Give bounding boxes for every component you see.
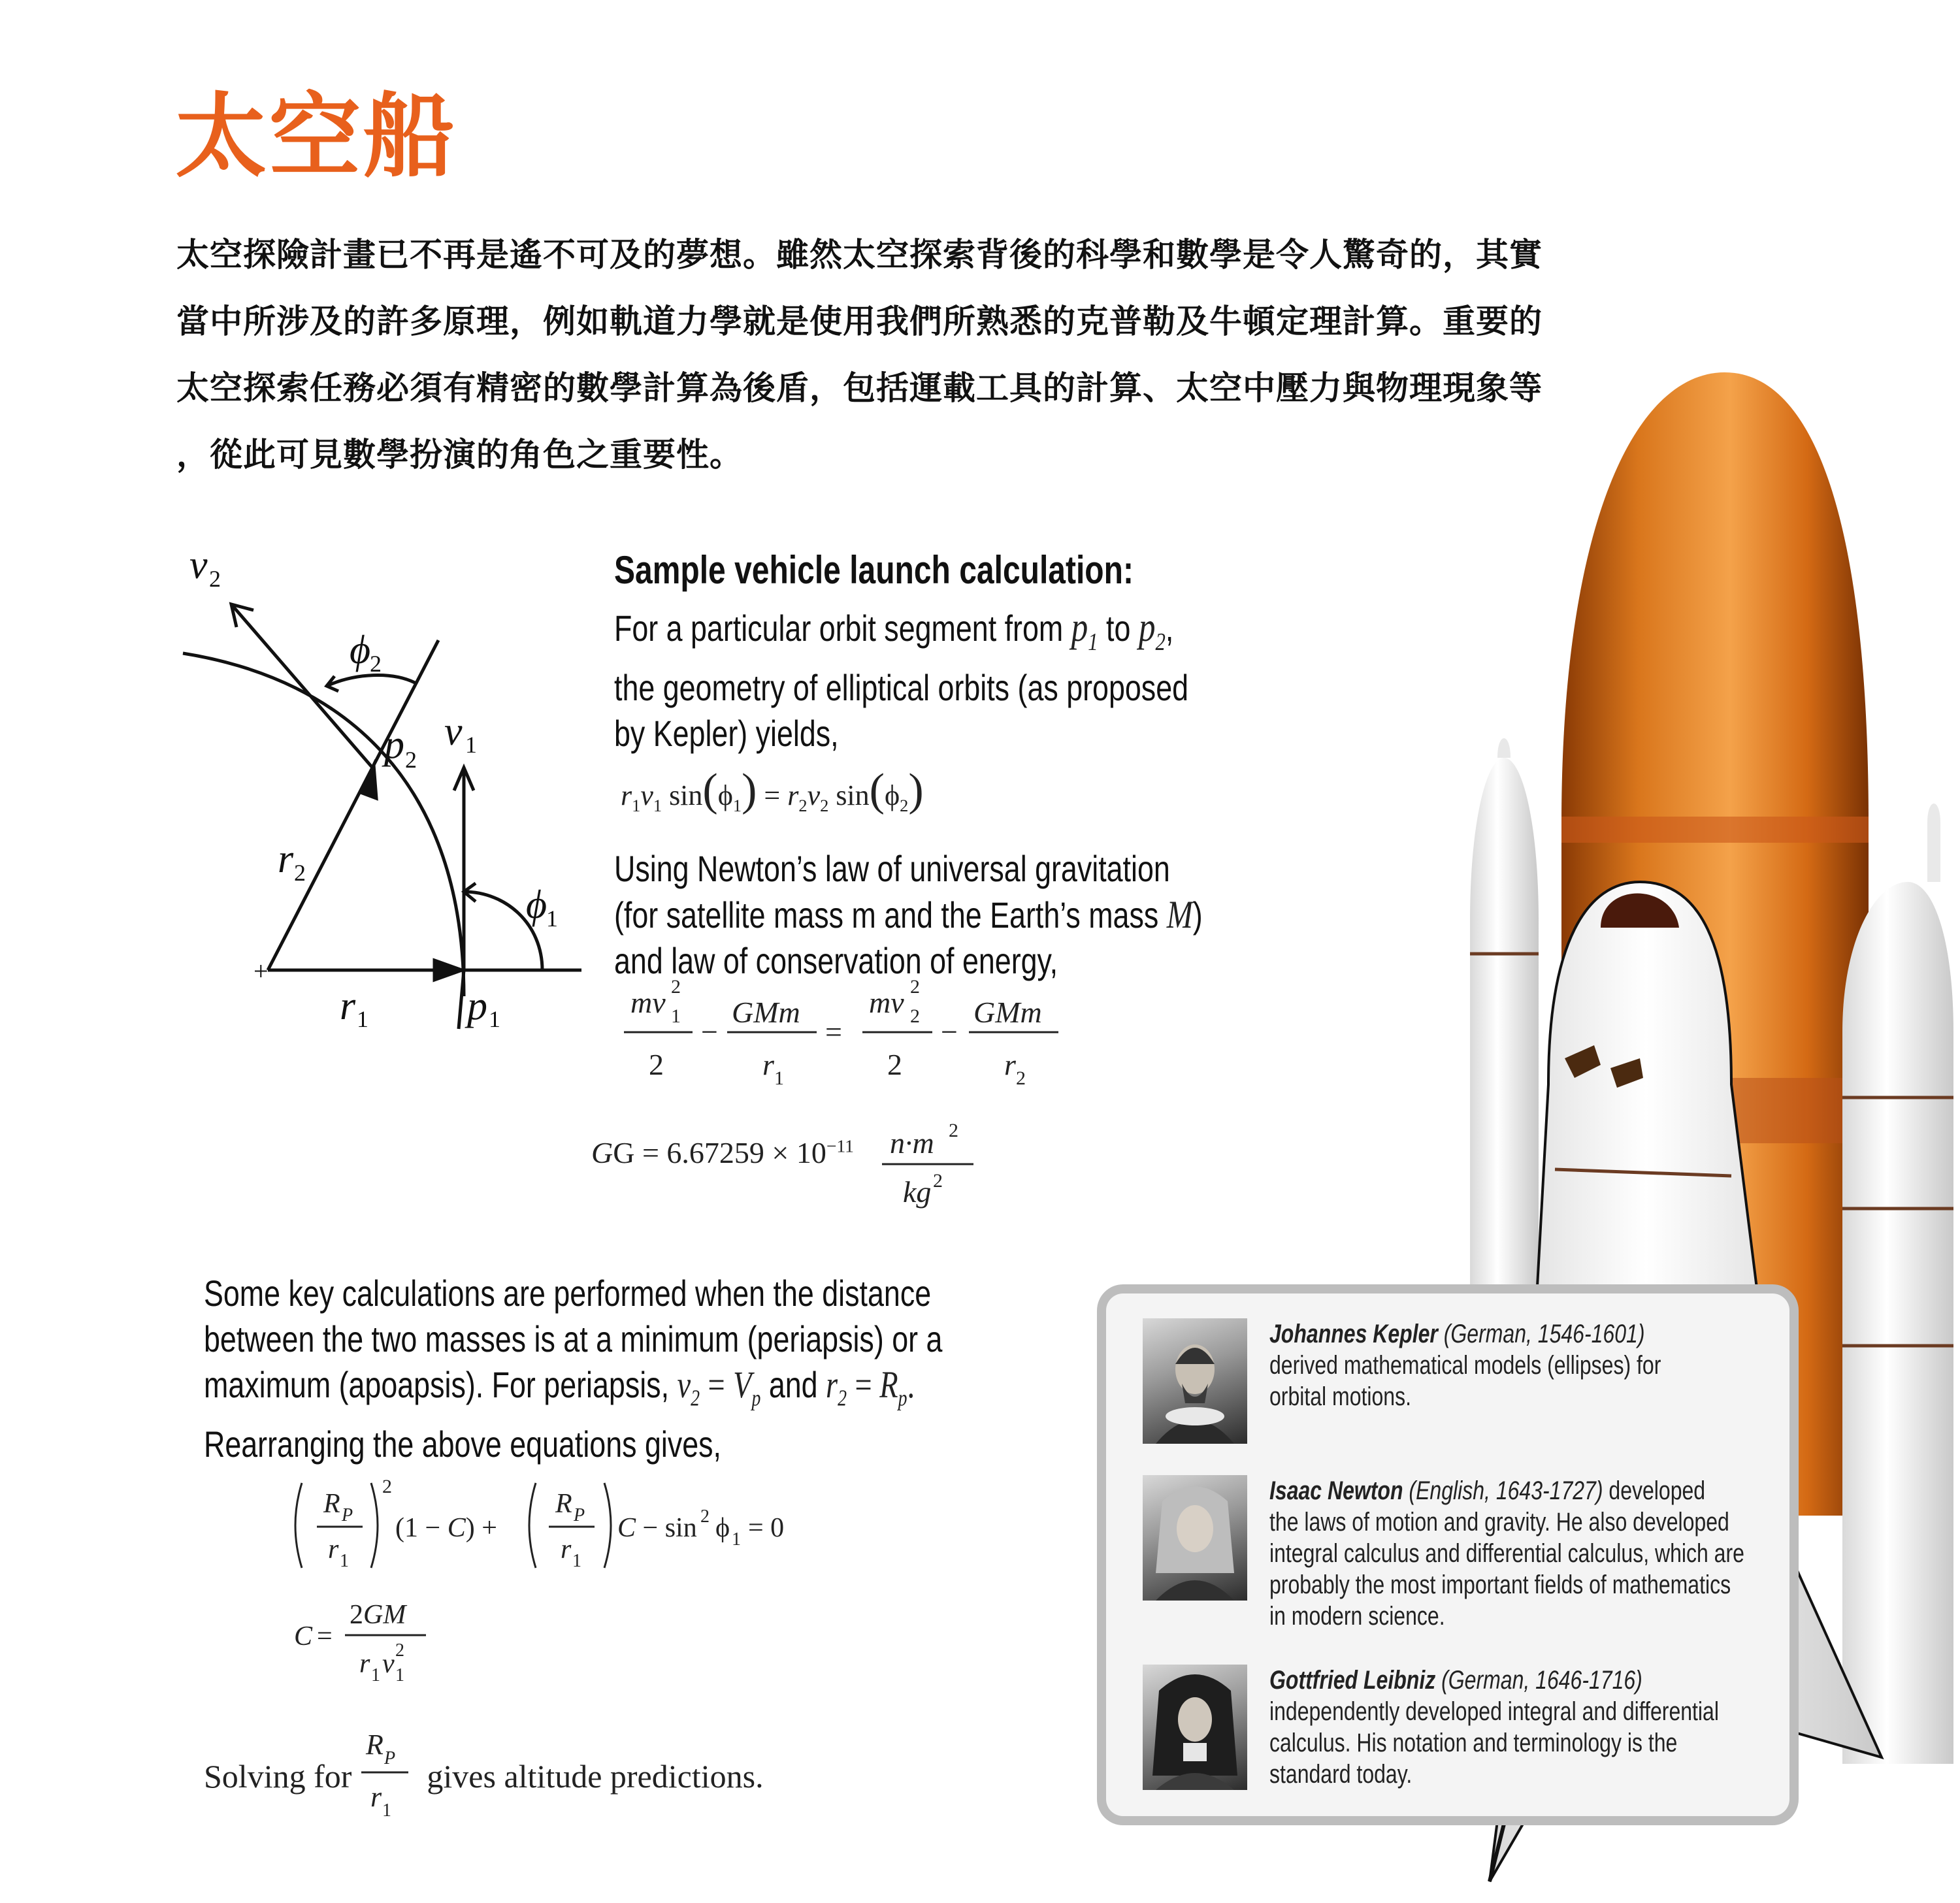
svg-text:=: = [825, 1015, 842, 1049]
label-origin-plus: + [253, 956, 269, 986]
label-v1: v [444, 709, 463, 754]
newton-text-1: the laws of motion and gravity. He also developed [1269, 1508, 1729, 1537]
key-line2: between the two masses is at a minimum (periapsis) or a [204, 1318, 943, 1359]
svg-text:1: 1 [340, 1551, 349, 1571]
svg-text:r: r [359, 1649, 370, 1679]
label-v2-sub: 2 [209, 566, 221, 592]
svg-text:2: 2 [933, 1170, 943, 1192]
kepler-meta: (German, 1546-1601) [1443, 1320, 1645, 1348]
svg-text:=: = [317, 1621, 333, 1651]
newton-meta: (English, 1643-1727) [1409, 1476, 1603, 1505]
svg-text:2: 2 [910, 976, 920, 998]
newton-text-4: in modern science. [1269, 1602, 1445, 1631]
label-r1-sub: 1 [357, 1006, 368, 1032]
sample-paragraph-2: Using Newton’s law of universal gravitation (for satellite mass m and the Earth’s mass M) and law of conservation of energy, [614, 848, 1203, 981]
svg-text:mv: mv [630, 986, 666, 1019]
equation-gravitational-constant: GG = $6.67259 \times 10^{-11}$ [591, 1135, 854, 1169]
solving-a: Solving for [204, 1758, 352, 1795]
svg-text:kg: kg [903, 1175, 932, 1209]
svg-text:P: P [342, 1505, 353, 1525]
leibniz-text-1: independently developed integral and differential [1269, 1697, 1719, 1726]
label-p2: p [384, 723, 404, 767]
sample-p2-line1: Using Newton’s law of universal gravitation [614, 848, 1170, 889]
g-value: G = 6.67259 × 10 [613, 1136, 826, 1169]
svg-text:r: r [762, 1048, 774, 1081]
intro-line-2: 當中所涉及的許多原理，例如軌道力學就是使用我們所熟悉的克普勒及牛頓定理計算。重要的 [176, 302, 1543, 340]
label-p1-sub: 1 [489, 1006, 500, 1032]
newton-portrait [1143, 1475, 1247, 1601]
g-exponent: −11 [826, 1135, 854, 1156]
key-line1: Some key calculations are performed when the distance [204, 1273, 932, 1314]
svg-text:2: 2 [700, 1506, 710, 1527]
sample-p1-to: to [1106, 608, 1131, 649]
equation-c-definition [287, 1587, 457, 1692]
svg-text:ϕ: ϕ [715, 1513, 730, 1543]
key-calculations-paragraph: Some key calculations are performed when the distance between the two masses is at a minimum (periapsis) or a maximum (apoapsis). For periapsis, $v_2 = V_p$ and $r_2 = R_p$. Rearranging the above equations gives, [204, 1273, 943, 1465]
mathematicians-card [1106, 1293, 1789, 1816]
svg-text:1: 1 [572, 1551, 581, 1571]
solving-b: gives altitude predictions. [427, 1758, 764, 1795]
sample-p2-line3: and law of conservation of energy, [614, 940, 1058, 981]
kepler-text-2: orbital motions. [1269, 1382, 1411, 1411]
svg-text:2: 2 [949, 1120, 958, 1141]
key-line4: Rearranging the above equations gives, [204, 1423, 722, 1465]
label-v2: v [189, 543, 208, 587]
intro-line-4: ，從此可見數學扮演的角色之重要性。 [176, 436, 743, 474]
svg-text:r: r [328, 1535, 339, 1565]
svg-text:GMm: GMm [973, 996, 1042, 1029]
sample-p1-line3: by Kepler) yields, [614, 712, 839, 754]
key-and: and [768, 1364, 818, 1405]
svg-text:1: 1 [382, 1800, 391, 1821]
svg-text:2: 2 [1016, 1067, 1026, 1089]
label-phi1: ϕ [526, 883, 547, 927]
svg-text:r: r [561, 1535, 572, 1565]
equation-rearranged [287, 1470, 810, 1581]
equation-g-units [875, 1114, 993, 1212]
svg-text:2: 2 [382, 1476, 392, 1497]
leibniz-portrait [1143, 1665, 1247, 1790]
label-v1-sub: 1 [465, 732, 477, 758]
newton-after: developed [1609, 1476, 1706, 1505]
equation-energy-conservation [617, 954, 1075, 1111]
sample-paragraph-1: For a particular orbit segment from $p_1$ to $p_2$, the geometry of elliptical orbits (as proposed by Kepler) yields, [614, 604, 1189, 754]
sample-p1-line1: For a particular orbit segment from [614, 608, 1064, 649]
kepler-portrait [1143, 1318, 1247, 1444]
svg-text:= 0: = 0 [748, 1513, 785, 1543]
svg-text:r: r [1004, 1048, 1016, 1081]
svg-text:−: − [941, 1015, 958, 1049]
sample-p1-line2: the geometry of elliptical orbits (as proposed [614, 666, 1189, 708]
page-title: 太空船 [175, 84, 458, 190]
label-phi1-sub: 1 [546, 905, 558, 932]
key-line3: maximum (apoapsis). For periapsis, [204, 1364, 670, 1405]
svg-text:r: r [370, 1781, 382, 1813]
label-p2-sub: 2 [405, 747, 417, 773]
orbit-geometry-diagram [176, 542, 595, 1052]
intro-line-3: 太空探索任務必須有精密的數學計算為後盾，包括運載工具的計算、太空中壓力與物理現象等 [176, 369, 1543, 407]
svg-text:1: 1 [774, 1067, 784, 1089]
label-r1: r [340, 984, 356, 1028]
leibniz-name: Gottfried Leibniz [1269, 1666, 1436, 1695]
label-phi2-sub: 2 [370, 651, 382, 677]
svg-text:2: 2 [910, 1005, 920, 1027]
label-p1: p [467, 984, 487, 1028]
sample-p2-mass-symbol: M [1166, 893, 1193, 936]
svg-text:R: R [555, 1489, 572, 1519]
svg-text:R: R [323, 1489, 340, 1519]
svg-text:2: 2 [887, 1048, 902, 1081]
svg-text:(1 − C) +: (1 − C) + [395, 1513, 497, 1543]
intro-line-1: 太空探險計畫已不再是遙不可及的夢想。雖然太空探索背後的科學和數學是令人驚奇的，其實 [176, 236, 1543, 274]
svg-text:v: v [382, 1649, 395, 1679]
kepler-text-1: derived mathematical models (ellipses) for [1269, 1351, 1661, 1380]
newton-bio [1269, 1475, 1744, 1632]
svg-text:1: 1 [671, 1005, 681, 1027]
svg-text:1: 1 [732, 1529, 741, 1550]
svg-text:2: 2 [649, 1048, 664, 1081]
leibniz-text-3: standard today. [1269, 1760, 1413, 1789]
svg-text:R: R [366, 1729, 384, 1761]
newton-name: Isaac Newton [1269, 1476, 1403, 1505]
svg-text:−: − [701, 1015, 718, 1049]
svg-text:mv: mv [869, 986, 904, 1019]
svg-text:n·m: n·m [890, 1126, 934, 1160]
label-r2-sub: 2 [294, 860, 306, 886]
kepler-bio [1269, 1318, 1740, 1412]
svg-text:C − sin: C − sin [617, 1513, 697, 1543]
svg-text:2: 2 [395, 1640, 404, 1661]
equation-rp-over-r1 [356, 1721, 415, 1826]
newton-text-2: integral calculus and differential calculus, which are [1269, 1539, 1744, 1568]
svg-text:2GM: 2GM [350, 1600, 406, 1630]
sample-heading: Sample vehicle launch calculation: [614, 548, 1134, 592]
label-phi2: ϕ [350, 628, 371, 672]
svg-text:P: P [574, 1505, 585, 1525]
svg-text:C: C [294, 1621, 313, 1651]
leibniz-bio [1269, 1665, 1740, 1790]
sample-p2-line2: (for satellite mass m and the Earth’s mass [614, 894, 1159, 935]
label-r2: r [278, 837, 294, 881]
svg-text:1: 1 [395, 1665, 404, 1685]
svg-text:1: 1 [371, 1665, 380, 1685]
solving-for-text [204, 1757, 764, 1795]
svg-text:P: P [384, 1748, 396, 1768]
leibniz-text-2: calculus. His notation and terminology is the [1269, 1729, 1678, 1757]
svg-text:2: 2 [671, 976, 681, 998]
leibniz-meta: (German, 1646-1716) [1441, 1666, 1642, 1695]
svg-text:GMm: GMm [732, 996, 800, 1029]
equation-angular-momentum: $r_1v_1$ $\sin(\phi_1) = r_2v_2$ $\sin(\phi_2)$ [621, 765, 924, 815]
newton-text-3: probably the most important fields of mathematics [1269, 1570, 1731, 1599]
kepler-name: Johannes Kepler [1269, 1320, 1438, 1348]
